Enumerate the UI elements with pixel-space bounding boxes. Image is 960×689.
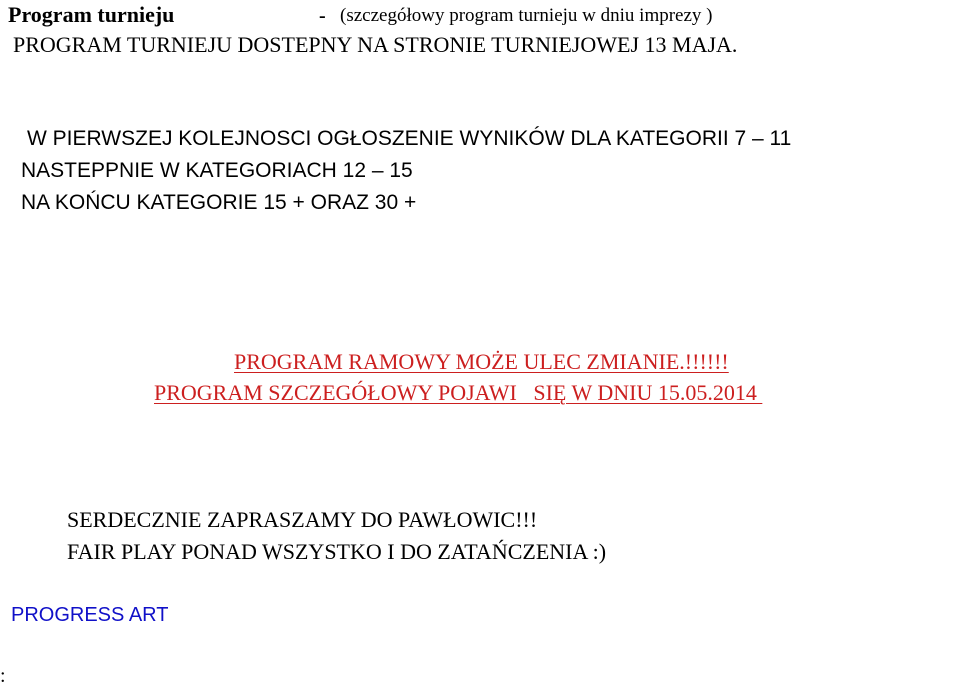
stray-colon: : [0, 665, 6, 687]
results-order-line-2: NASTEPPNIE W KATEGORIACH 12 – 15 [21, 159, 413, 182]
heading-dash: - [319, 5, 326, 27]
invitation-line: SERDECZNIE ZAPRASZAMY DO PAWŁOWIC!!! [67, 507, 538, 532]
organizer-brand: PROGRESS ART [11, 604, 169, 626]
program-heading: Program turnieju [8, 2, 175, 27]
results-order-line-3: NA KOŃCU KATEGORIE 15 + ORAZ 30 + [21, 191, 417, 214]
fair-play-line: FAIR PLAY PONAD WSZYSTKO I DO ZATAŃCZENIA :) [67, 539, 607, 564]
schedule-change-warning: PROGRAM RAMOWY MOŻE ULEC ZMIANIE.!!!!!! [234, 349, 729, 374]
heading-note: (szczegółowy program turnieju w dniu imprezy ) [340, 5, 713, 26]
detailed-program-notice: PROGRAM SZCZEGÓŁOWY POJAWI SIĘ W DNIU 15.05.2014 [154, 380, 763, 405]
results-order-line-1: W PIERWSZEJ KOLEJNOSCI OGŁOSZENIE WYNIKÓW DLA KATEGORII 7 – 11 [27, 127, 792, 150]
availability-line: PROGRAM TURNIEJU DOSTEPNY NA STRONIE TURNIEJOWEJ 13 MAJA. [13, 32, 738, 57]
